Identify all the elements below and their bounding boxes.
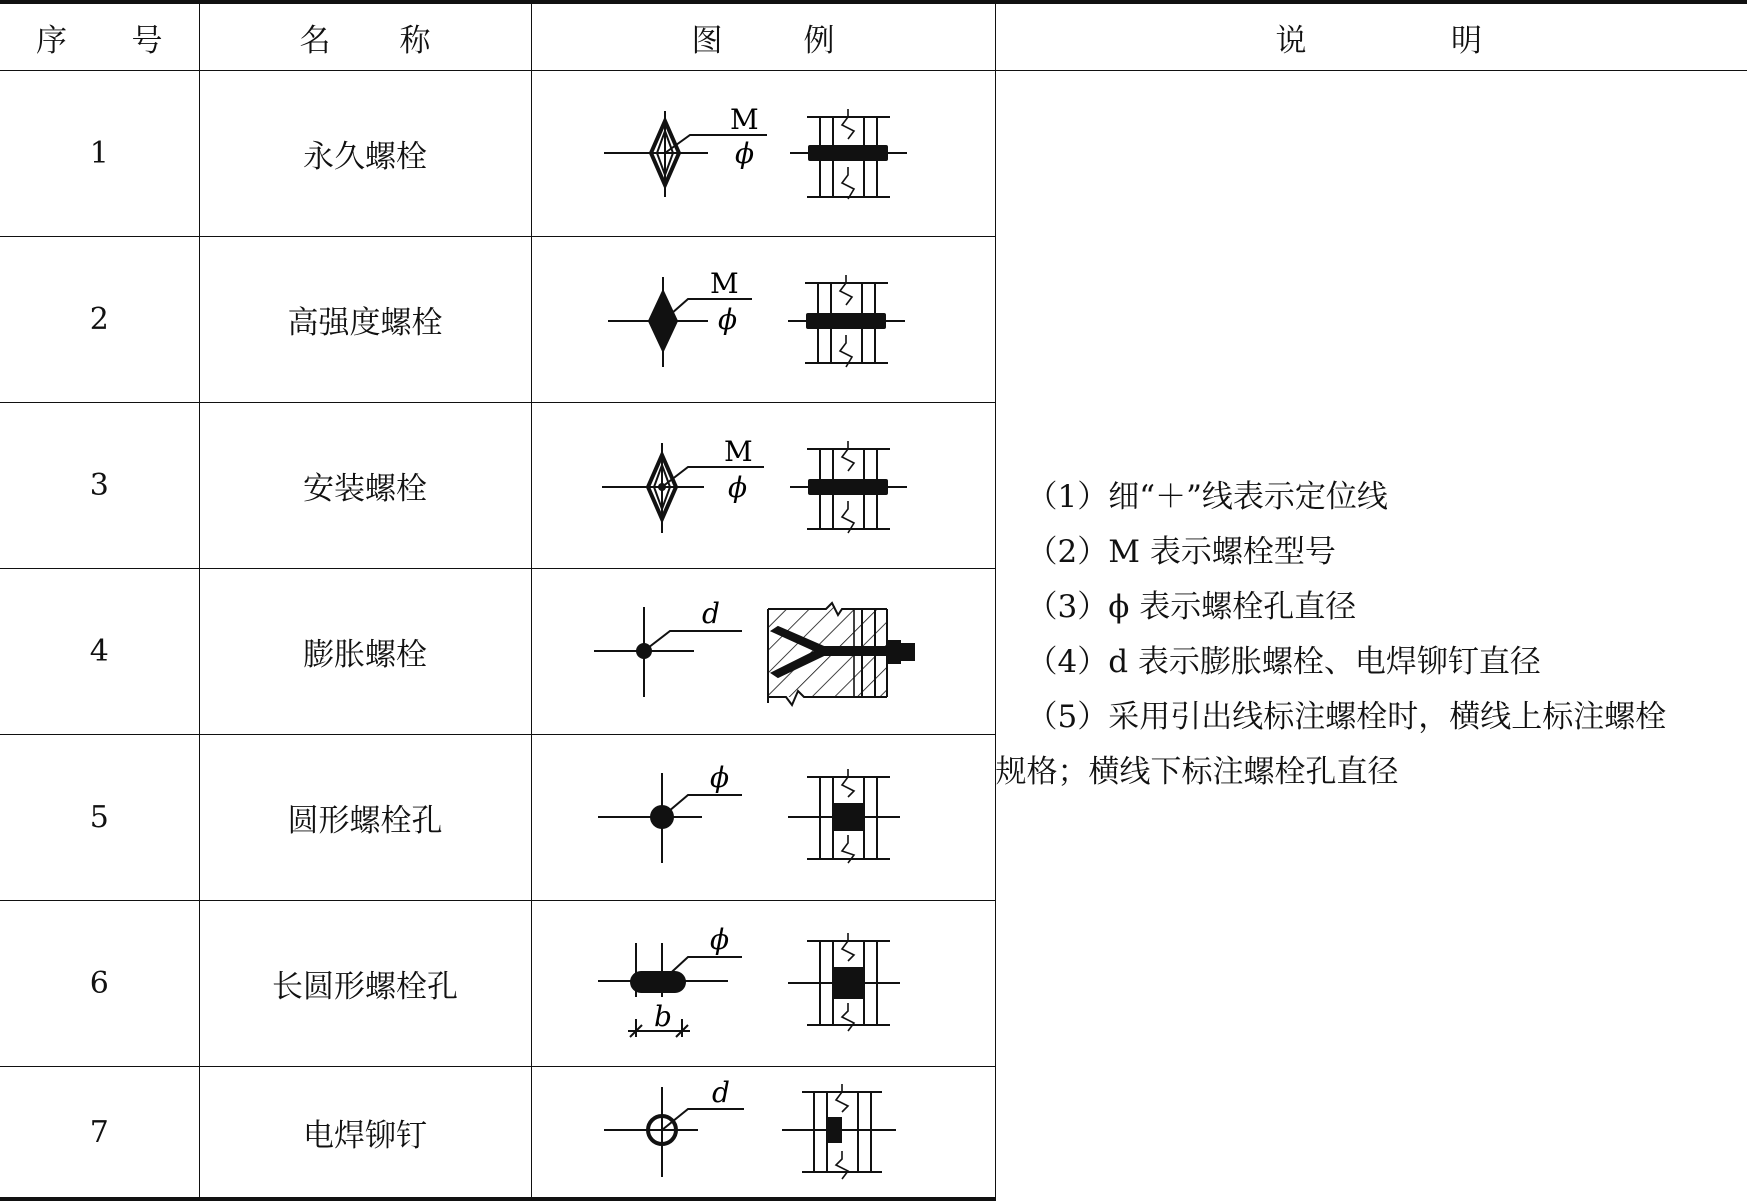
note-2: （2）M 表示螺栓型号 [996, 525, 1747, 580]
description-notes [995, 71, 1747, 1200]
row-name: 膨胀螺栓 [199, 569, 531, 735]
row-name: 安装螺栓 [199, 403, 531, 569]
header-name [199, 2, 531, 71]
label-m: M [730, 103, 759, 136]
expansion-bolt-drawing [532, 569, 996, 734]
header-name-char-1: 名 [300, 15, 331, 60]
high-strength-bolt-symbol [531, 237, 995, 403]
permanent-bolt-symbol [531, 71, 995, 237]
row-name: 永久螺栓 [199, 71, 531, 237]
table-row [0, 71, 1747, 237]
label-d: d [702, 597, 720, 630]
welded-rivet-drawing [532, 1067, 996, 1197]
label-d: d [712, 1076, 730, 1109]
row-seq: 2 [0, 237, 199, 403]
round-bolt-hole-drawing [532, 735, 996, 900]
row-name: 高强度螺栓 [199, 237, 531, 403]
row-seq: 4 [0, 569, 199, 735]
label-phi: ϕ [710, 923, 729, 956]
label-m: M [710, 267, 739, 300]
header-seq-char-1: 序 [36, 15, 67, 60]
expansion-bolt-symbol [531, 569, 995, 735]
welded-rivet-symbol [531, 1067, 995, 1200]
row-name: 长圆形螺栓孔 [199, 901, 531, 1067]
row-seq: 7 [0, 1067, 199, 1200]
row-name: 电焊铆钉 [199, 1067, 531, 1200]
note-5: （5）采用引出线标注螺栓时，横线上标注螺栓 [996, 690, 1747, 745]
header-name-char-2: 称 [400, 15, 431, 60]
note-1: （1）细“＋”线表示定位线 [996, 470, 1747, 525]
permanent-bolt-drawing [532, 71, 996, 236]
header-legend [531, 2, 995, 71]
header-row [0, 2, 1747, 71]
header-legend-char-1: 图 [692, 15, 723, 60]
note-4: （4）d 表示膨胀螺栓、电焊铆钉直径 [996, 635, 1747, 690]
slotted-bolt-hole-drawing [532, 901, 996, 1066]
header-description [995, 2, 1747, 71]
label-b: b [654, 1000, 672, 1033]
label-phi: ϕ [718, 303, 737, 336]
label-phi: ϕ [735, 137, 754, 170]
header-seq-char-2: 号 [132, 15, 163, 60]
row-seq: 1 [0, 71, 199, 237]
header-description-char-2: 明 [1451, 15, 1482, 60]
note-3: （3）ϕ 表示螺栓孔直径 [996, 580, 1747, 635]
label-phi: ϕ [710, 761, 729, 794]
note-5-continued: 规格；横线下标注螺栓孔直径 [996, 745, 1747, 800]
row-seq: 3 [0, 403, 199, 569]
label-phi: ϕ [728, 471, 747, 504]
header-legend-char-2: 例 [804, 15, 835, 60]
round-bolt-hole-symbol [531, 735, 995, 901]
high-strength-bolt-drawing [532, 237, 996, 402]
header-description-char-1: 说 [1276, 15, 1307, 60]
installation-bolt-drawing [532, 403, 996, 568]
row-seq: 6 [0, 901, 199, 1067]
slotted-bolt-hole-symbol [531, 901, 995, 1067]
row-name: 圆形螺栓孔 [199, 735, 531, 901]
row-seq: 5 [0, 735, 199, 901]
header-seq [0, 2, 199, 71]
label-m: M [724, 435, 753, 468]
installation-bolt-symbol [531, 403, 995, 569]
